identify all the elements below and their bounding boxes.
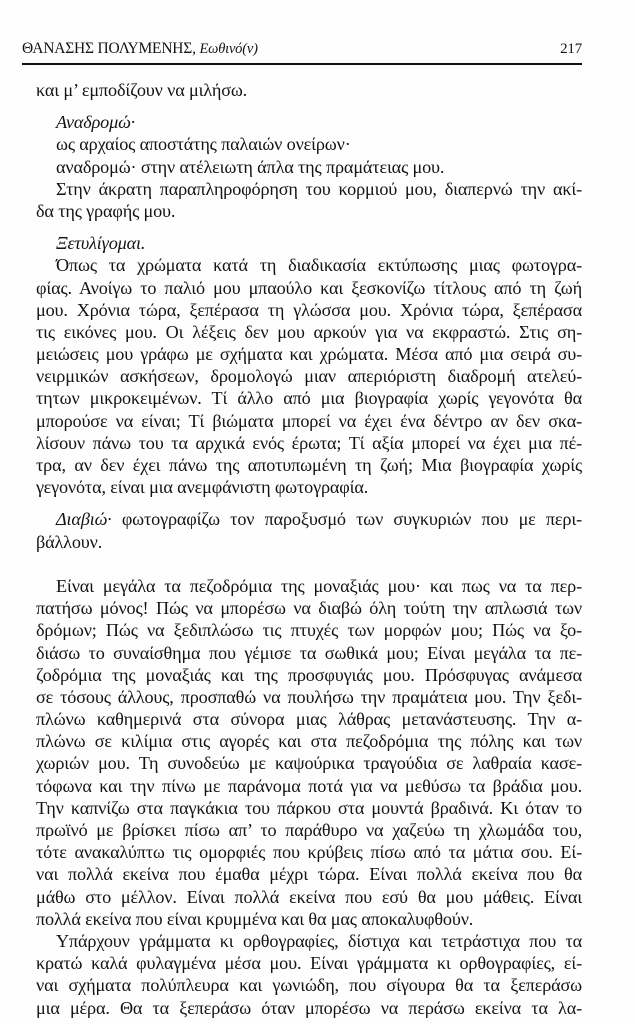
text-line: πολλά εκείνα που είναι κρυμμένα και θα μας αποκαλυφθούν. — [36, 908, 474, 929]
text-line: κρατώ καλά φυλαγμένα μέσα μου. Είναι γράμματα κι ορθογραφίες, εί- — [36, 953, 582, 974]
text-line: μια μέρα. Θα τα ξεπεράσω όταν μπορέσω να περάσω εκείνα τα λα- — [36, 997, 582, 1018]
text-line: διάσω το συναίσθημα που γέμισε τα σωθικά μου; Είναι μεγάλα τα πε- — [36, 642, 582, 663]
section-heading-anadromo: Αναδρομώ· — [56, 112, 136, 133]
verse-line: αναδρομώ· στην ατέλειωτη άπλα της πραμάτειας μου. — [56, 156, 445, 177]
text-line: πρωϊνό με βρίσκει πίσω απ’ το παράθυρο να χαζεύω τη χλωμάδα του, — [36, 820, 582, 840]
diabio-rest: φωτογραφίζω τον παροξυσμό των συγκυριών που με περι- — [111, 509, 582, 530]
text-line: σε τόσους άλλους, προσπαθώ να πουλήσω την πραμάτεια μου. Την ξεδι- — [36, 686, 582, 707]
text-line-diabio — [36, 508, 582, 530]
header-rule — [22, 63, 582, 65]
text-line: Υπάρχουν γράμματα κι ορθογραφίες, δίστιχα και τετράστιχα που τα — [56, 930, 582, 951]
text-line: τητων μικροκειμένων. Τί άλλο από μια βιογραφία χωρίς γεγονότα θα — [36, 388, 582, 409]
text-line: Στην άκρατη παραπληροφόρηση του κορμιού μου, διαπερνώ την ακί- — [56, 178, 582, 199]
text-line: πλώνω καθημερινά στα σύνορα μιας λάθρας μετανάστευσης. Την α- — [36, 709, 582, 730]
running-head-title: Εωθινό(ν) — [199, 41, 258, 57]
text-line: τότε ανακαλύπτω τις ομορφιές που κρύβεις πίσω από τα μάτια σου. Εί- — [36, 842, 582, 863]
text-line: τις εικόνες μου. Οι λέξεις δεν μου αρκούν για να εκφραστώ. Στις ση- — [36, 321, 582, 342]
text-line: Την καπνίζω στα παγκάκια του πάρκου στα μουντά βραδινά. Κι όταν το — [36, 797, 582, 818]
text-line: ζοδρόμια της μοναξιάς και της προσφυγιάς μου. Πρόσφυγας ανάμεσα — [36, 664, 582, 685]
text-line: μειώσεις μου γράφω με σχήματα και χρώματα. Μέσα από μια σειρά συ- — [36, 344, 582, 365]
text-line: Είναι μεγάλα τα πεζοδρόμια της μοναξιάς μου· και πως να τα περ- — [56, 575, 582, 596]
spacer — [36, 498, 582, 508]
text-line: δα της γραφής μου. — [36, 200, 176, 221]
text-line: πλώνω σε κιλίμια στις αγορές και στα πεζοδρόμια της πόλης και των — [36, 731, 582, 752]
text-line: ναι σχήματα πολύπλευρα και γωνιώδη, που σίγουρα θα τα ξεπεράσω — [36, 975, 582, 996]
text-line: τρα, αν δεν έχει πάνω της αποτυπωμένη τη ζωή; Μια βιογραφία χωρίς — [36, 455, 582, 475]
text-line: Όπως τα χρώματα κατά τη διαδικασία εκτύπωσης μιας φωτογρα- — [56, 255, 582, 276]
verse-line: ως αρχαίος αποστάτης παλαιών ονείρων· — [56, 134, 351, 155]
text-line: φίας. Ανοίγω το παλιό μου μπαούλο και ξεσκονίζω τίτλους από τη ζωή — [36, 277, 582, 298]
text-line: λίσουν πάνω του τα αρχικά ενός έρωτα; Τί αξία μπορεί να έχει μια πέ- — [36, 432, 582, 453]
text-line: τόφωνα και την πίνω με παράνομα ποτά για να μεθύσω τα βράδια μου. — [36, 775, 582, 796]
text-line: δρόμων; Πώς να ξεδιπλώσω τις πτυχές των μορφών μου; Πώς να ξο- — [36, 620, 582, 641]
spacer — [36, 222, 582, 232]
text-line: ναι πολλά εκείνα που έμαθα μέχρι τώρα. Είναι πολλά εκείνα που θα — [36, 864, 582, 885]
section-heading-xetyligomai: Ξετυλίγομαι. — [56, 233, 146, 254]
text-line: πατήσω μόνος! Πώς να μπορέσω να διαβώ όλη τούτη την απλωσιά των — [36, 598, 582, 619]
text-line: και μ’ εμποδίζουν να μιλήσω. — [36, 80, 248, 100]
diabio-lead: Διαβιώ· — [56, 509, 112, 530]
text-line: μάθω στο μέλλον. Είναι πολλά εκείνα που εσύ θα μου μάθεις. Είναι — [36, 886, 582, 907]
page-body — [36, 79, 582, 1019]
page-number: 217 — [560, 41, 582, 57]
text-line: γεγονότα, είναι μια ανεμφάνιστη φωτογραφία. — [36, 477, 369, 498]
text-line: βάλλουν. — [36, 531, 103, 552]
running-head-author: ΘΑΝΑΣΗΣ ΠΟΛΥΜΕΝΗΣ, — [22, 40, 196, 57]
text-line: μπορούσε να είναι; Τί βιώματα μπορεί να έχει ένα δέντρο αν δεν σκα- — [36, 410, 582, 431]
text-line: χωριών μου. Τη συνοδεύω με καψούρικα τραγούδια σε λαθραία κασε- — [36, 753, 582, 774]
running-head — [22, 38, 582, 60]
spacer — [36, 101, 582, 111]
text-line: μου. Χρόνια τώρα, ξεπέρασα τη γλώσσα μου. Χρόνια τώρα, ξεπέρασα — [36, 299, 582, 320]
spacer — [36, 553, 582, 575]
text-line: νειρμικών ασκήσεων, δρομολογώ μιαν απεριόριστη διαδρομή ατελεύ- — [36, 366, 582, 387]
